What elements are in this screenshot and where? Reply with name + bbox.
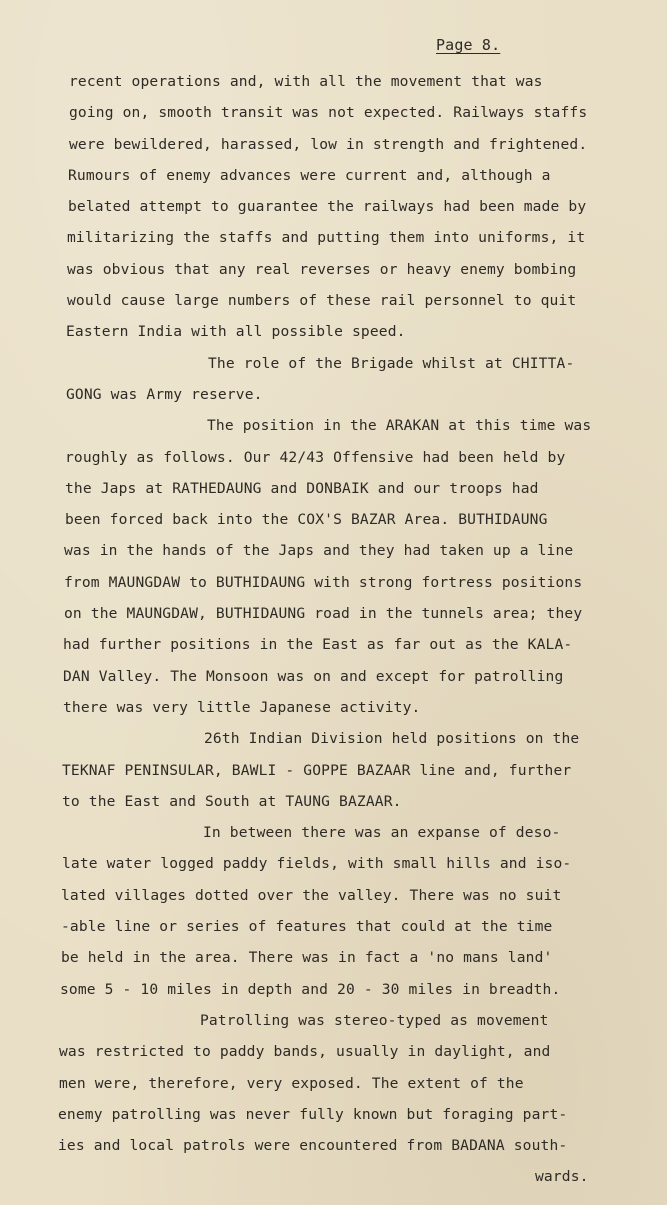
text-line: lated villages dotted over the valley. There was no suit — [61, 886, 562, 904]
text-line: belated attempt to guarantee the railways had been made by — [68, 198, 587, 216]
text-line: -able line or series of features that could at the time — [61, 918, 553, 936]
text-line: late water logged paddy fields, with small hills and iso- — [62, 855, 572, 873]
text-line: the Japs at RATHEDAUNG and DONBAIK and our troops had — [65, 479, 539, 497]
paragraph-start-line: The position in the ARAKAN at this time was — [207, 417, 592, 435]
text-line: men were, therefore, very exposed. The extent of the — [59, 1074, 524, 1092]
text-line: DAN Valley. The Monsoon was on and except for patrolling — [63, 667, 564, 685]
text-line: was obvious that any real reverses or heavy enemy bombing — [67, 260, 577, 278]
paragraph-start-line: In between there was an expanse of deso- — [203, 824, 561, 842]
body-text — [0, 66, 667, 1193]
text-line: roughly as follows. Our 42/43 Offensive had been held by — [65, 448, 566, 466]
page-number: Page 8. — [436, 36, 501, 54]
text-line: militarizing the staffs and putting them into uniforms, it — [67, 229, 586, 247]
text-line: had further positions in the East as far out as the KALA- — [63, 636, 573, 654]
text-line: to the East and South at TAUNG BAZAAR. — [62, 792, 402, 810]
paragraph-start-line: The role of the Brigade whilst at CHITTA- — [208, 354, 575, 372]
paragraph-start-line: Patrolling was stereo-typed as movement — [200, 1011, 549, 1029]
text-line: enemy patrolling was never fully known but foraging part- — [58, 1105, 568, 1123]
text-line: been forced back into the COX'S BAZAR Area. BUTHIDAUNG — [65, 511, 548, 529]
text-line: going on, smooth transit was not expected. Railways staffs — [69, 104, 588, 122]
text-line: there was very little Japanese activity. — [63, 698, 421, 716]
text-line: from MAUNGDAW to BUTHIDAUNG with strong fortress positions — [64, 573, 583, 591]
text-line: on the MAUNGDAW, BUTHIDAUNG road in the tunnels area; they — [64, 605, 583, 623]
paragraph-start-line: 26th Indian Division held positions on the — [204, 730, 580, 748]
text-line: be held in the area. There was in fact a 'no mans land' — [61, 949, 553, 967]
text-line: some 5 - 10 miles in depth and 20 - 30 miles in breadth. — [60, 980, 561, 998]
text-line: wards. — [535, 1168, 589, 1186]
text-line: was in the hands of the Japs and they had taken up a line — [64, 542, 574, 560]
text-line: TEKNAF PENINSULAR, BAWLI - GOPPE BAZAAR line and, further — [62, 761, 572, 779]
text-line: recent operations and, with all the movement that was — [69, 73, 543, 90]
text-line: ies and local patrols were encountered from BADANA south- — [58, 1137, 568, 1155]
text-line: Eastern India with all possible speed. — [66, 323, 406, 341]
text-line: GONG was Army reserve. — [66, 385, 263, 403]
text-line: was restricted to paddy bands, usually in daylight, and — [59, 1043, 551, 1061]
text-line: were bewildered, harassed, low in strength and frightened. — [69, 135, 588, 153]
text-line: Rumours of enemy advances were current and, although a — [68, 166, 551, 184]
text-line: would cause large numbers of these rail personnel to quit — [67, 292, 577, 310]
